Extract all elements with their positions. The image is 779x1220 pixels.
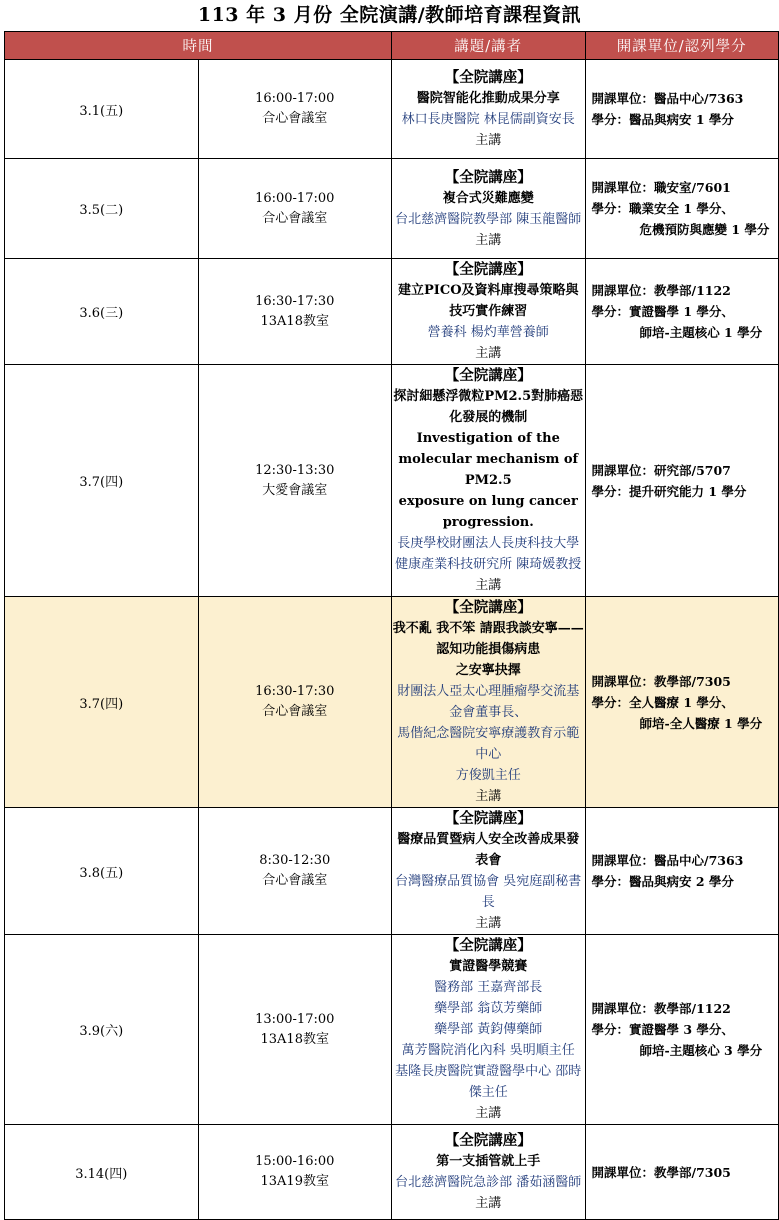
- row-category: 【全院講座】: [444, 599, 532, 616]
- row-speaker: 萬芳醫院消化內科 吳明順主任: [401, 1043, 575, 1058]
- row-topic: [392, 365, 586, 597]
- row-speaker: 藥學部 翁苡芳藥師: [434, 1001, 543, 1016]
- row-speaker: 健康產業科技研究所 陳琦媛教授: [395, 557, 582, 572]
- row-unit-line: 學分：實證醫學 3 學分、: [591, 1022, 734, 1037]
- row-date: 3.8(五): [5, 808, 199, 935]
- row-topic: [392, 159, 586, 259]
- row-time: 13:00-17:00: [255, 1011, 335, 1027]
- row-topic: [392, 935, 586, 1125]
- row-time: 15:00-16:00: [255, 1154, 335, 1169]
- table-row: [5, 808, 779, 935]
- row-place: 13A18教室: [260, 313, 329, 329]
- table-row: [5, 365, 779, 597]
- row-unit-line: 開課單位：醫品中心/7363: [591, 91, 744, 106]
- row-speaker: 藥學部 黃鈞傳藥師: [434, 1022, 543, 1037]
- header-unit: 開課單位/認列學分: [585, 32, 779, 60]
- row-role: 主講: [475, 789, 502, 804]
- table-row: [5, 597, 779, 808]
- row-role: 主講: [475, 133, 502, 148]
- row-role: 主講: [475, 1106, 502, 1121]
- row-category: 【全院講座】: [444, 810, 532, 827]
- table-row: [5, 60, 779, 159]
- row-time-place: [198, 60, 392, 159]
- row-date: 3.1(五): [5, 60, 199, 159]
- row-unit-line: 開課單位：教學部/1122: [591, 283, 731, 298]
- row-topic: [392, 259, 586, 365]
- row-speaker: 財團法人亞太心理腫瘤學交流基金會董事長、: [397, 684, 580, 720]
- row-title: 複合式災難應變: [442, 190, 534, 206]
- header-topic: 講題/講者: [392, 32, 586, 60]
- row-unit-line: 學分：醫品與病安 1 學分: [591, 112, 734, 127]
- row-time-place: [198, 935, 392, 1125]
- row-speaker: 長庚學校財團法人長庚科技大學: [397, 536, 580, 551]
- row-title: exposure on lung cancer progression.: [398, 494, 578, 530]
- row-unit: [585, 935, 779, 1125]
- row-unit-line: 開課單位：職安室/7601: [591, 180, 731, 195]
- row-unit-line: 學分：醫品與病安 2 學分: [591, 874, 734, 889]
- row-unit: [585, 808, 779, 935]
- row-unit: [585, 60, 779, 159]
- table-row: [5, 935, 779, 1125]
- row-time-place: [198, 808, 392, 935]
- row-unit: [585, 365, 779, 597]
- row-category: 【全院講座】: [444, 69, 532, 86]
- row-title: 第一支插管就上手: [436, 1154, 541, 1169]
- row-speaker: 台北慈濟醫院急診部 潘茹涵醫師: [395, 1175, 582, 1190]
- row-topic: [392, 597, 586, 808]
- row-role: 主講: [475, 232, 502, 248]
- row-speaker: 醫務部 王嘉齊部長: [434, 980, 543, 995]
- row-category: 【全院講座】: [444, 168, 532, 186]
- row-role: 主講: [475, 578, 502, 593]
- row-unit-line: 開課單位：教學部/1122: [591, 1001, 731, 1016]
- course-table: [4, 31, 779, 1220]
- row-title: 醫院智能化推動成果分享: [416, 91, 560, 106]
- row-unit: [585, 259, 779, 365]
- row-speaker: 台北慈濟醫院教學部 陳玉龍醫師: [395, 211, 582, 227]
- row-unit: [585, 1125, 779, 1220]
- row-role: 主講: [475, 346, 502, 361]
- row-place: 合心會議室: [262, 111, 328, 126]
- table-row: [5, 159, 779, 259]
- row-place: 13A18教室: [260, 1031, 329, 1047]
- row-place: 合心會議室: [262, 873, 328, 888]
- page-title: 113 年 3 月份 全院演講/教師培育課程資訊: [197, 4, 582, 26]
- row-speaker: 林口長庚醫院 林昆儒副資安長: [401, 112, 575, 127]
- table-row: [5, 259, 779, 365]
- row-role: 主講: [475, 1196, 502, 1211]
- row-time-place: [198, 597, 392, 808]
- row-unit-line: 危機預防與應變 1 學分: [639, 222, 770, 237]
- row-title: 建立PICO及資料庫搜尋策略與技巧實作練習: [397, 283, 579, 319]
- header-time: 時間: [5, 32, 392, 60]
- row-unit-line: 學分：提升研究能力 1 學分: [591, 483, 747, 499]
- row-time: 16:00-17:00: [255, 190, 335, 206]
- row-title: Investigation of the molecular mechanism of PM2.5: [398, 431, 579, 488]
- table-header: [5, 32, 779, 60]
- row-unit-line: 開課單位：教學部/7305: [591, 1164, 731, 1180]
- row-speaker: 方俊凱主任: [455, 768, 521, 783]
- row-place: 13A19教室: [260, 1174, 329, 1189]
- row-title: 之安寧抉擇: [455, 663, 521, 678]
- row-unit-line: 師培-主題核心 1 學分: [639, 325, 763, 340]
- row-role: 主講: [475, 916, 502, 931]
- row-time: 8:30-12:30: [259, 853, 331, 868]
- row-unit-line: 學分：全人醫療 1 學分、: [591, 694, 734, 710]
- row-time-place: [198, 1125, 392, 1220]
- row-category: 【全院講座】: [444, 367, 532, 384]
- row-unit-line: 開課單位：醫品中心/7363: [591, 853, 744, 868]
- row-speaker: 馬偕紀念醫院安寧療護教育示範中心: [397, 726, 580, 762]
- row-date: 3.14(四): [5, 1125, 199, 1220]
- row-unit-line: 師培-全人醫療 1 學分: [639, 715, 763, 731]
- row-time: 12:30-13:30: [255, 462, 335, 478]
- row-time-place: [198, 259, 392, 365]
- row-category: 【全院講座】: [444, 937, 532, 954]
- row-time: 16:30-17:30: [255, 293, 335, 309]
- row-place: 合心會議室: [262, 210, 328, 226]
- row-title: 我不亂 我不笨 請跟我談安寧——認知功能損傷病患: [392, 621, 584, 657]
- row-date: 3.7(四): [5, 597, 199, 808]
- row-date: 3.6(三): [5, 259, 199, 365]
- row-time: 16:30-17:30: [255, 684, 335, 699]
- row-speaker: 台灣醫療品質協會 吳宛庭副秘書長: [395, 874, 582, 910]
- row-category: 【全院講座】: [444, 1132, 532, 1149]
- row-category: 【全院講座】: [444, 261, 532, 278]
- row-time: 16:00-17:00: [255, 91, 335, 106]
- row-topic: [392, 1125, 586, 1220]
- row-unit: [585, 597, 779, 808]
- row-topic: [392, 60, 586, 159]
- row-date: 3.9(六): [5, 935, 199, 1125]
- table-row: [5, 1125, 779, 1220]
- row-unit-line: 學分：實證醫學 1 學分、: [591, 304, 734, 319]
- row-time-place: [198, 365, 392, 597]
- row-unit-line: 師培-主題核心 3 學分: [639, 1043, 763, 1058]
- row-unit-line: 學分：職業安全 1 學分、: [591, 201, 734, 216]
- row-unit-line: 開課單位：研究部/5707: [591, 462, 731, 478]
- row-time-place: [198, 159, 392, 259]
- row-topic: [392, 808, 586, 935]
- row-speaker: 營養科 楊灼華營養師: [427, 325, 549, 340]
- row-title: 探討細懸浮微粒PM2.5對肺癌惡化發展的機制: [393, 389, 584, 425]
- row-speaker: 基隆長庚醫院實證醫學中心 邵時傑主任: [395, 1064, 582, 1100]
- row-date: 3.5(二): [5, 159, 199, 259]
- row-unit-line: 開課單位：教學部/7305: [591, 673, 731, 689]
- row-place: 大愛會議室: [262, 482, 328, 498]
- row-title: 醫療品質暨病人安全改善成果發表會: [397, 832, 580, 868]
- row-title: 實證醫學競賽: [449, 959, 528, 974]
- row-unit: [585, 159, 779, 259]
- row-place: 合心會議室: [262, 704, 328, 719]
- row-date: 3.7(四): [5, 365, 199, 597]
